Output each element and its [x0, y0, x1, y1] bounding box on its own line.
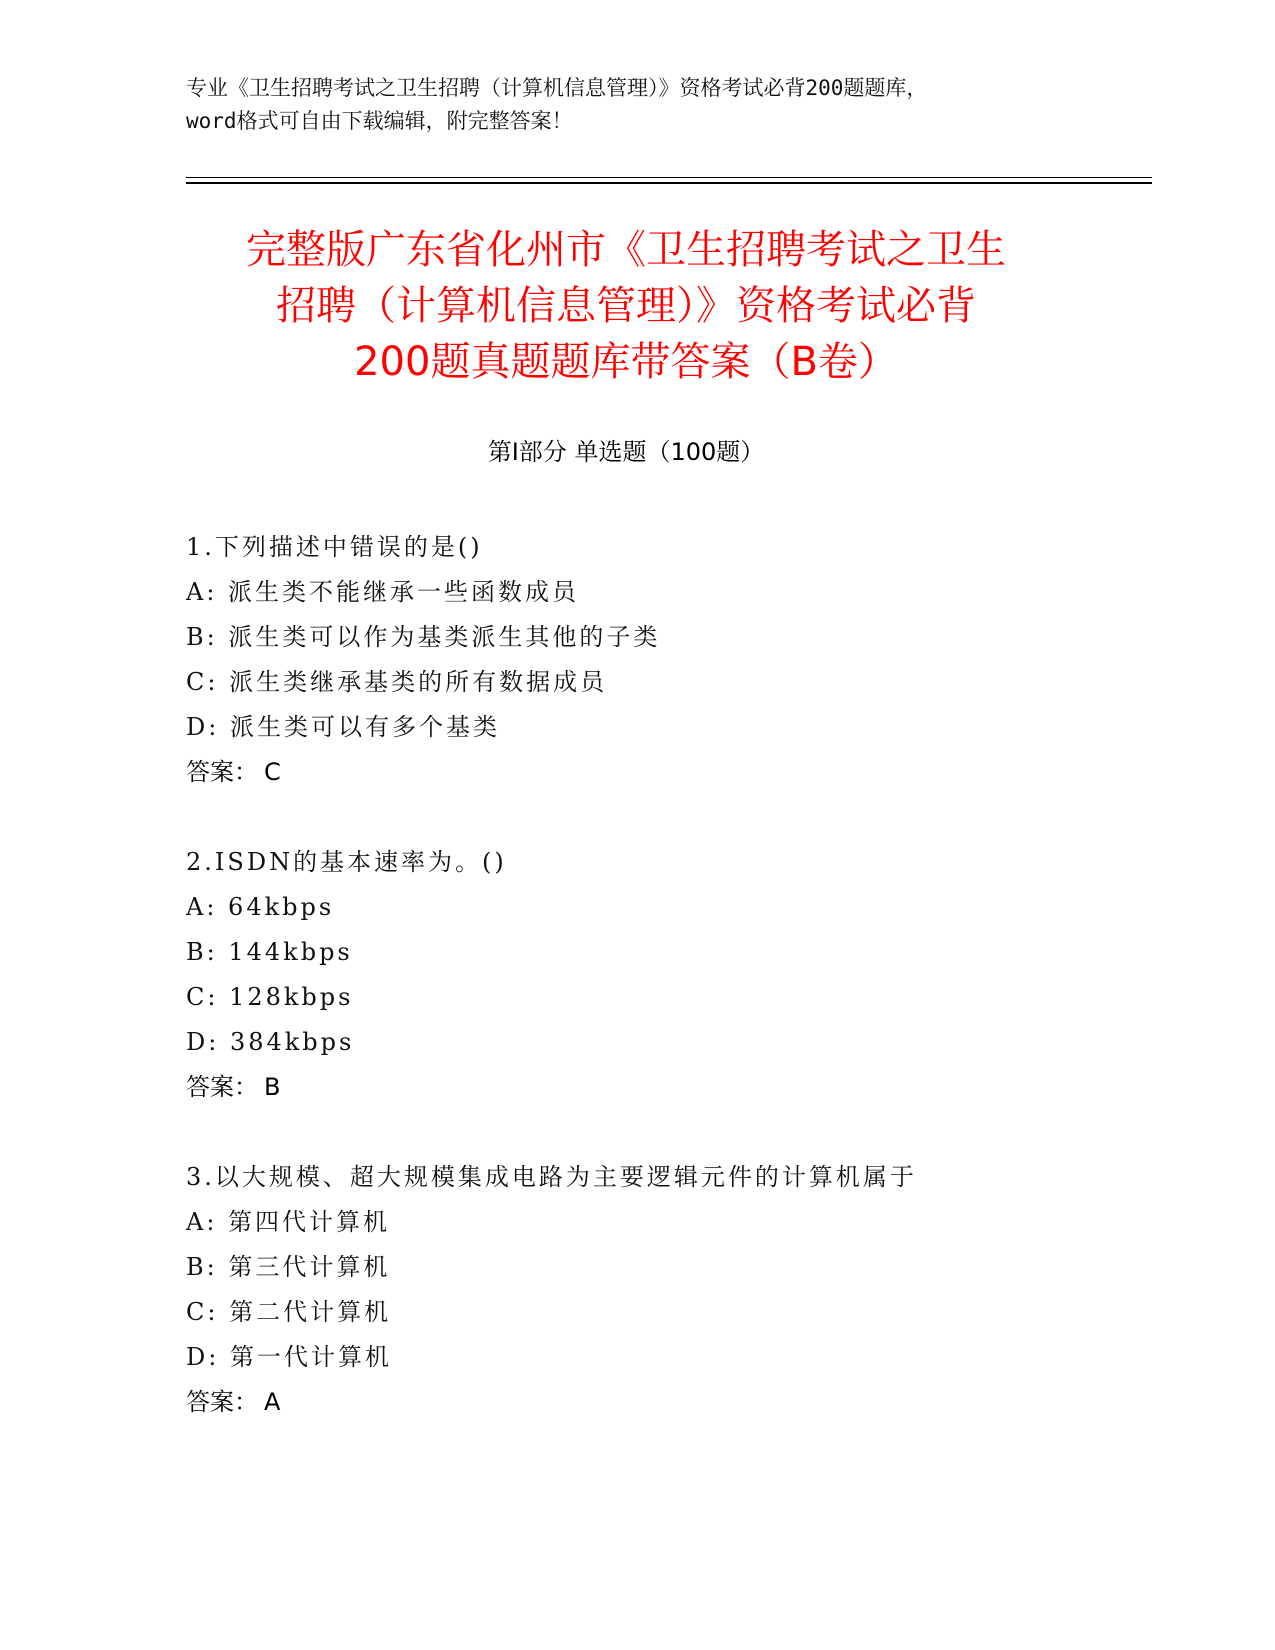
- answer-line: [186, 1065, 1152, 1110]
- option-c: C: 派生类继承基类的所有数据成员: [186, 668, 608, 696]
- header-note: [186, 72, 1086, 138]
- document-title: [186, 222, 1066, 390]
- section-title: 第Ⅰ部分 单选题（100题）: [487, 438, 765, 466]
- option-a: A: 第四代计算机: [186, 1208, 391, 1236]
- question-2: [186, 840, 1152, 1110]
- answer-line: [186, 750, 1152, 795]
- answer-label: 答案：: [186, 758, 258, 786]
- header-divider-thick: [186, 182, 1152, 184]
- question-stem: 3.以大规模、超大规模集成电路为主要逻辑元件的计算机属于: [186, 1163, 917, 1191]
- document-title-line-3: 200题真题题库带答案（B卷）: [354, 339, 898, 385]
- header-note-line-1: 专业《卫生招聘考试之卫生招聘（计算机信息管理）》资格考试必背200题题库，: [186, 76, 928, 100]
- option-a: A: 派生类不能继承一些函数成员: [186, 578, 580, 606]
- question-3: [186, 1155, 1152, 1425]
- question-stem: 2.ISDN的基本速率为。(): [186, 848, 507, 876]
- question-1: [186, 525, 1152, 795]
- answer-label: 答案：: [186, 1073, 258, 1101]
- question-list: [186, 525, 1152, 1470]
- option-d: D: 第一代计算机: [186, 1343, 392, 1371]
- document-title-line-2: 招聘（计算机信息管理）》资格考试必背: [276, 283, 976, 329]
- header-note-line-2: word格式可自由下载编辑，附完整答案！: [186, 109, 573, 133]
- document-title-line-1: 完整版广东省化州市《卫生招聘考试之卫生: [246, 227, 1006, 273]
- option-d: D: 384kbps: [186, 1028, 355, 1056]
- answer-label: 答案：: [186, 1388, 258, 1416]
- option-a: A: 64kbps: [186, 893, 335, 921]
- option-c: C: 第二代计算机: [186, 1298, 392, 1326]
- option-d: D: 派生类可以有多个基类: [186, 713, 500, 741]
- answer-value: A: [264, 1388, 281, 1416]
- answer-line: [186, 1380, 1152, 1425]
- header-divider-thin: [186, 177, 1152, 178]
- option-b: B: 144kbps: [186, 938, 353, 966]
- option-b: B: 第三代计算机: [186, 1253, 391, 1281]
- answer-value: C: [264, 758, 281, 786]
- option-b: B: 派生类可以作为基类派生其他的子类: [186, 623, 661, 651]
- question-stem: 1.下列描述中错误的是(): [186, 533, 483, 561]
- option-c: C: 128kbps: [186, 983, 354, 1011]
- answer-value: B: [264, 1073, 281, 1101]
